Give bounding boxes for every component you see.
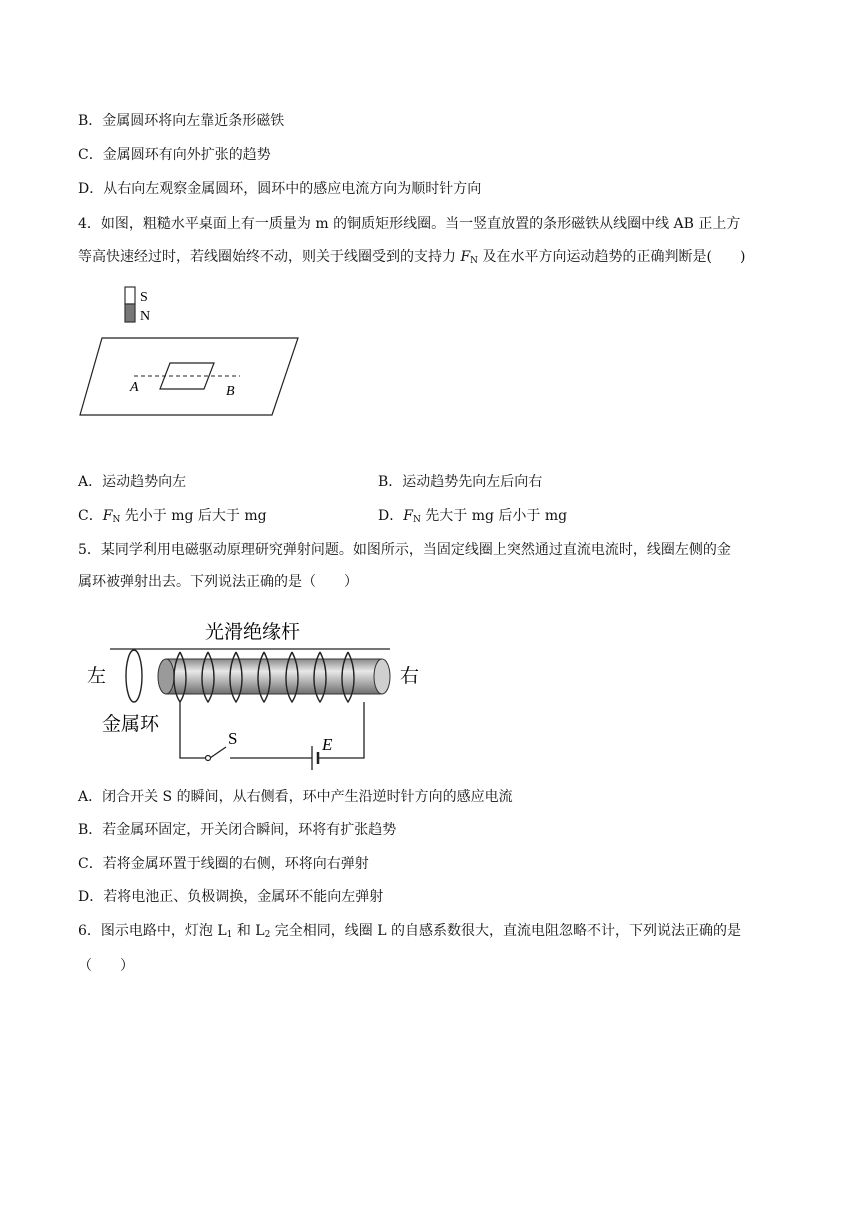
cylinder-right-end [374,659,390,694]
switch-contact [206,756,211,761]
q3-option-b: B．金属圆环将向左靠近条形磁铁 [78,113,285,129]
metal-ring [126,650,142,702]
q5-stem-line1: 5．某同学利用电磁驱动原理研究弹射问题。如图所示，当固定线圈上突然通过直流电流时，线圈左侧的金 [78,542,731,558]
q5-option-c: C．若将金属环置于线圈的右侧，环将向右弹射 [78,856,369,872]
magnet-label-n: N [140,309,151,324]
coil-cylinder [166,659,382,694]
q4-option-a: A．运动趋势向左 [78,474,187,490]
cylinder-left-end [158,659,174,694]
magnet-s-pole [125,287,135,304]
q5-option-b: B．若金属环固定，开关闭合瞬间，环将有扩张趋势 [78,822,397,838]
q5-option-d: D．若将电池正、负极调换，金属环不能向左弹射 [78,889,384,905]
q4-stem-line2: 等高快速经过时，若线圈始终不动，则关于线圈受到的支持力 $F_N$ 及在水平方向运动趋势的正确判断是( ) [78,249,746,266]
q4-option-b: B．运动趋势先向左后向右 [378,474,543,490]
battery-label: E [322,735,333,754]
q4-option-c: C．$F_N$ 先小于 mg 后大于 mg [78,508,267,525]
switch-label: S [228,729,238,748]
q4-figure [76,283,336,423]
label-left: 左 [87,665,107,687]
q3-option-c: C．金属圆环有向外扩张的趋势 [78,147,271,163]
magnet-label-s: S [140,290,148,305]
q5-stem-line2: 属环被弹射出去。下列说法正确的是（ ） [78,574,358,590]
label-b: B [226,384,235,399]
q5-figure [80,612,440,777]
magnet-n-pole [125,304,135,322]
table-surface [80,338,298,415]
q6-stem-line2: （ ） [78,958,134,974]
q3-option-d: D．从右向左观察金属圆环，圆环中的感应电流方向为顺时针方向 [78,181,482,197]
label-a: A [130,380,139,395]
q5-option-a: A．闭合开关 S 的瞬间，从右侧看，环中产生沿逆时针方向的感应电流 [78,789,513,805]
q4-stem-line1: 4．如图，粗糙水平桌面上有一质量为 m 的铜质矩形线圈。当一竖直放置的条形磁铁从线圈中线 AB 正上方 [78,216,741,232]
q6-stem-line1: 6．图示电路中，灯泡 $L_1$ 和 $L_2$ 完全相同，线圈 L 的自感系数很大，直流电阻忽略不计，下列说法正确的是 [78,923,741,940]
label-right: 右 [400,665,420,687]
ring-label: 金属环 [102,713,160,735]
q4-option-d: D．$F_N$ 先大于 mg 后小于 mg [378,508,568,525]
rod-label: 光滑绝缘杆 [205,621,301,643]
